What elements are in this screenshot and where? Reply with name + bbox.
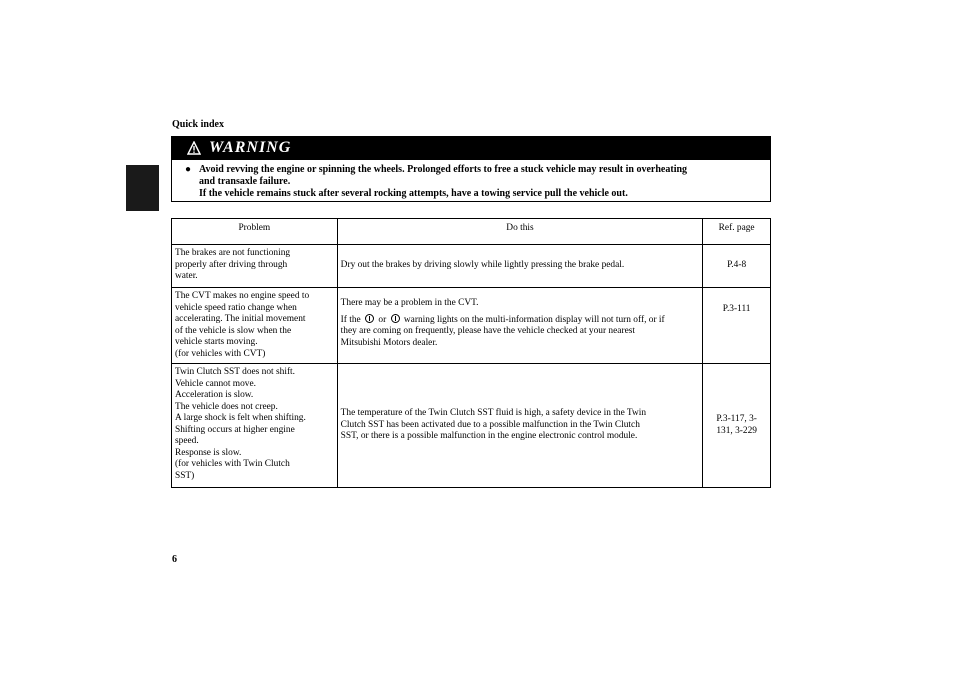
problem-line: properly after driving through	[175, 259, 288, 270]
problem-line: water.	[175, 271, 198, 281]
problem-line: speed.	[175, 436, 199, 446]
ref-page-cell: P.3-111	[703, 288, 771, 364]
problem-line: of the vehicle is slow when the	[175, 325, 292, 336]
table-row	[172, 364, 771, 488]
do-this-text: warning lights on the multi-information display will not turn off, or if	[403, 314, 665, 325]
problem-line: Response is slow.	[175, 447, 242, 458]
do-this-line: Clutch SST has been activated due to a possible malfunction in the Twin Clutch	[340, 419, 640, 430]
problem-line: Acceleration is slow.	[175, 390, 254, 400]
bullet-icon: ●	[185, 164, 192, 175]
column-header-do-this: Do this	[337, 219, 703, 245]
warning-header	[172, 137, 770, 160]
do-this-line: SST, or there is a possible malfunction in the engine electronic control module.	[340, 431, 638, 442]
do-this-line: The temperature of the Twin Clutch SST fluid is high, a safety device in the Twin	[340, 408, 647, 419]
problem-line: SST)	[175, 470, 195, 481]
problem-line: The vehicle does not creep.	[175, 401, 278, 412]
problem-cell	[172, 245, 338, 288]
do-this-text: they are coming on frequently, please have the vehicle checked at your nearest	[340, 326, 635, 336]
warning-title: WARNING	[209, 139, 292, 156]
section-tab-marker	[126, 165, 159, 211]
warning-text-line: Avoid revving the engine or spinning the wheels. Prolonged efforts to free a stuck vehicle may result in overheating	[199, 164, 688, 175]
quick-index-table	[171, 218, 771, 488]
warning-light-icon	[391, 314, 400, 323]
do-this-cell: Dry out the brakes by driving slowly while lightly pressing the brake pedal.	[337, 245, 703, 288]
problem-line: Twin Clutch SST does not shift.	[175, 367, 296, 377]
problem-line: accelerating. The initial movement	[175, 314, 306, 324]
ref-page-cell	[703, 364, 771, 488]
problem-cell	[172, 288, 338, 364]
warning-triangle-icon	[187, 141, 201, 155]
column-header-ref-page: Ref. page	[703, 219, 771, 245]
problem-line: A large shock is felt when shifting.	[175, 413, 306, 423]
page-number: 6	[172, 554, 177, 565]
problem-line: (for vehicles with CVT)	[175, 348, 266, 359]
table-row	[172, 288, 771, 364]
warning-text-line: and transaxle failure.	[199, 176, 291, 187]
do-this-paragraph	[341, 314, 700, 350]
do-this-text: If the	[340, 314, 361, 325]
problem-line: Shifting occurs at higher engine	[175, 424, 295, 435]
warning-light-icon	[365, 314, 374, 323]
warning-body	[172, 160, 770, 200]
table-row	[172, 245, 771, 288]
problem-line: vehicle speed ratio change when	[175, 302, 297, 313]
problem-cell	[172, 364, 338, 488]
do-this-text: or	[378, 314, 387, 325]
problem-line: The CVT makes no engine speed to	[175, 291, 310, 301]
problem-line: vehicle starts moving.	[175, 337, 258, 347]
warning-text-line: If the vehicle remains stuck after several rocking attempts, have a towing service pull the vehicle out.	[199, 188, 628, 199]
do-this-cell	[337, 364, 703, 488]
ref-page-line: P.3-117, 3-	[716, 414, 757, 424]
do-this-cell	[337, 288, 703, 364]
ref-page-cell: P.4-8	[703, 245, 771, 288]
do-this-paragraph: There may be a problem in the CVT.	[340, 298, 479, 308]
column-header-problem: Problem	[172, 219, 338, 245]
ref-page-line: 131, 3-229	[716, 425, 757, 436]
warning-box	[171, 136, 771, 202]
section-title: Quick index	[172, 119, 224, 130]
problem-line: The brakes are not functioning	[175, 248, 291, 258]
problem-line: Vehicle cannot move.	[175, 378, 256, 389]
do-this-text: Mitsubishi Motors dealer.	[340, 337, 438, 348]
table-header-row	[172, 219, 771, 245]
problem-line: (for vehicles with Twin Clutch	[175, 459, 290, 469]
